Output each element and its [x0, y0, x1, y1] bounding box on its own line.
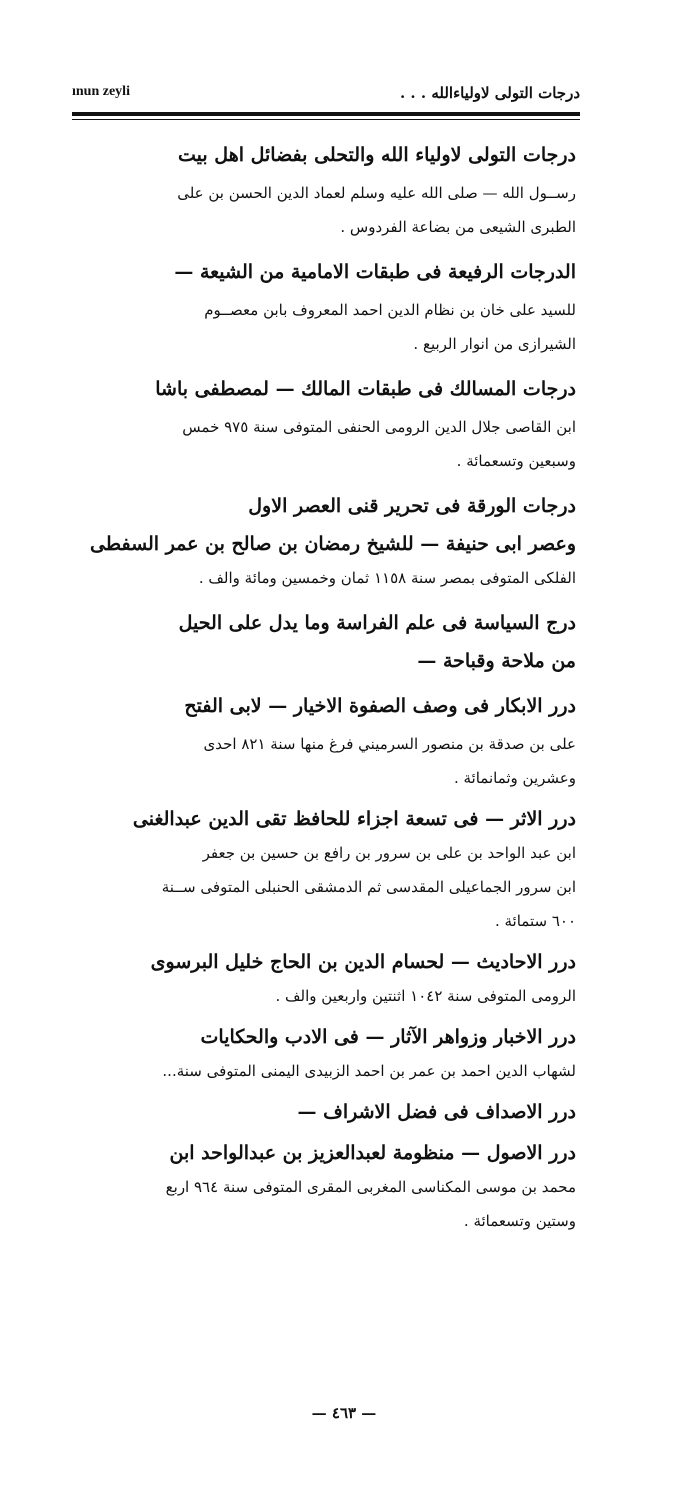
- entry-text-line: للسيد على خان بن نظام الدين احمد المعروف بابن معصــوم: [204, 301, 576, 319]
- entry-heading-continued: من ملاحة وقباحة —: [417, 650, 576, 672]
- entry-heading: درر الاصداف فى فضل الاشراف —: [297, 1101, 576, 1123]
- entry-heading: درر الاثر — فى تسعة اجزاء للحافظ تقى الدين عبدالغنى: [132, 808, 576, 830]
- entry-heading: درر الابكار فى وصف الصفوة الاخيار — لابى الفتح: [184, 695, 576, 717]
- running-head-left: ınun zeyli: [72, 84, 130, 99]
- entry-durar-al-akhbar: [76, 1020, 576, 1088]
- entry-text-line: ابن سرور الجماعيلى المقدسى ثم الدمشقى الحنبلى المتوفى ســنة: [161, 878, 576, 896]
- entry-al-darajat-al-rafia: [76, 251, 576, 361]
- entry-durar-al-asdaf: [76, 1095, 576, 1129]
- entry-daraj-al-siyasa: [76, 602, 576, 678]
- entry-heading-continued: وعصر ابى حنيفة — للشيخ رمضان بن صالح بن عمر السفطى: [90, 533, 576, 555]
- entry-heading: درر الاصول — منظومة لعبدالعزيز بن عبدالواحد ابن: [169, 1142, 576, 1164]
- entry-text-line: وستين وتسعمائة .: [463, 1212, 576, 1230]
- entry-heading: درجات المسالك فى طبقات المالك — لمصطفى باشا: [155, 378, 576, 400]
- entry-heading: درر الاحاديث — لحسام الدين بن الحاج خليل البرسوى: [150, 951, 576, 973]
- entries-list: [76, 134, 576, 1245]
- header-rule-thin: [72, 119, 580, 120]
- entry-text-line: رســول الله — صلى الله عليه وسلم لعماد الدين الحسن بن على: [177, 184, 576, 202]
- entry-text-line: الفلكى المتوفى بمصر سنة ١١٥٨ ثمان وخمسين ومائة والف .: [198, 569, 576, 587]
- entry-heading: درج السياسة فى علم الفراسة وما يدل على الحيل: [178, 612, 576, 634]
- entry-heading: درر الاخبار وزواهر الآثار — فى الادب والحكايات: [200, 1026, 576, 1048]
- entry-text-line: لشهاب الدين احمد بن عمر بن احمد الزبيدى اليمنى المتوفى سنة...: [162, 1062, 576, 1080]
- running-title: درجات التولى لاولياءالله . . .: [399, 84, 580, 102]
- entry-text-line: ابن عبد الواحد بن على بن سرور بن رافع بن حسين بن جعفر: [202, 844, 576, 862]
- entry-heading: الدرجات الرفيعة فى طبقات الامامية من الشيعة —: [174, 261, 576, 283]
- entry-durrat-al-tawalli: [76, 134, 576, 244]
- entry-durar-al-abkar: [76, 685, 576, 795]
- entry-text-line: ابن القاصى جلال الدين الرومى الحنفى المتوفى سنة ٩٧٥ خمس: [182, 418, 576, 436]
- entry-text-line: ٦٠٠ ستمائة .: [494, 912, 576, 930]
- entry-text-line: محمد بن موسى المكناسى المغربى المقرى المتوفى سنة ٩٦٤ اربع: [165, 1178, 576, 1196]
- entry-durar-al-athar: [76, 802, 576, 938]
- entry-heading: درجات الورقة فى تحرير قنى العصر الاول: [248, 495, 576, 517]
- entry-text-line: على بن صدقة بن منصور السرميني فرغ منها سنة ٨٢١ احدى: [203, 735, 576, 753]
- entry-durar-al-usul: [76, 1136, 576, 1238]
- entry-text-line: الرومى المتوفى سنة ١٠٤٢ اثنتين واربعين والف .: [275, 987, 576, 1005]
- header-rule-thick: [72, 112, 580, 116]
- entry-text-line: وعشرين وثمانمائة .: [453, 769, 576, 787]
- entry-text-line: وسبعين وتسعمائة .: [456, 452, 576, 470]
- entry-text-line: الطبرى الشيعى من بضاعة الفردوس .: [340, 218, 576, 236]
- entry-text-line: الشيرازى من انوار الربيع .: [413, 335, 576, 353]
- entry-durar-al-ahadith: [76, 945, 576, 1013]
- entry-darajat-al-masalik: [76, 368, 576, 478]
- page-number: — ٤٦٣ —: [311, 1404, 377, 1422]
- entry-heading: درجات التولى لاولياء الله والتحلى بفضائل اهل بيت: [178, 144, 576, 166]
- entry-darajat-al-waraqa: [76, 485, 576, 595]
- running-head: [72, 84, 580, 110]
